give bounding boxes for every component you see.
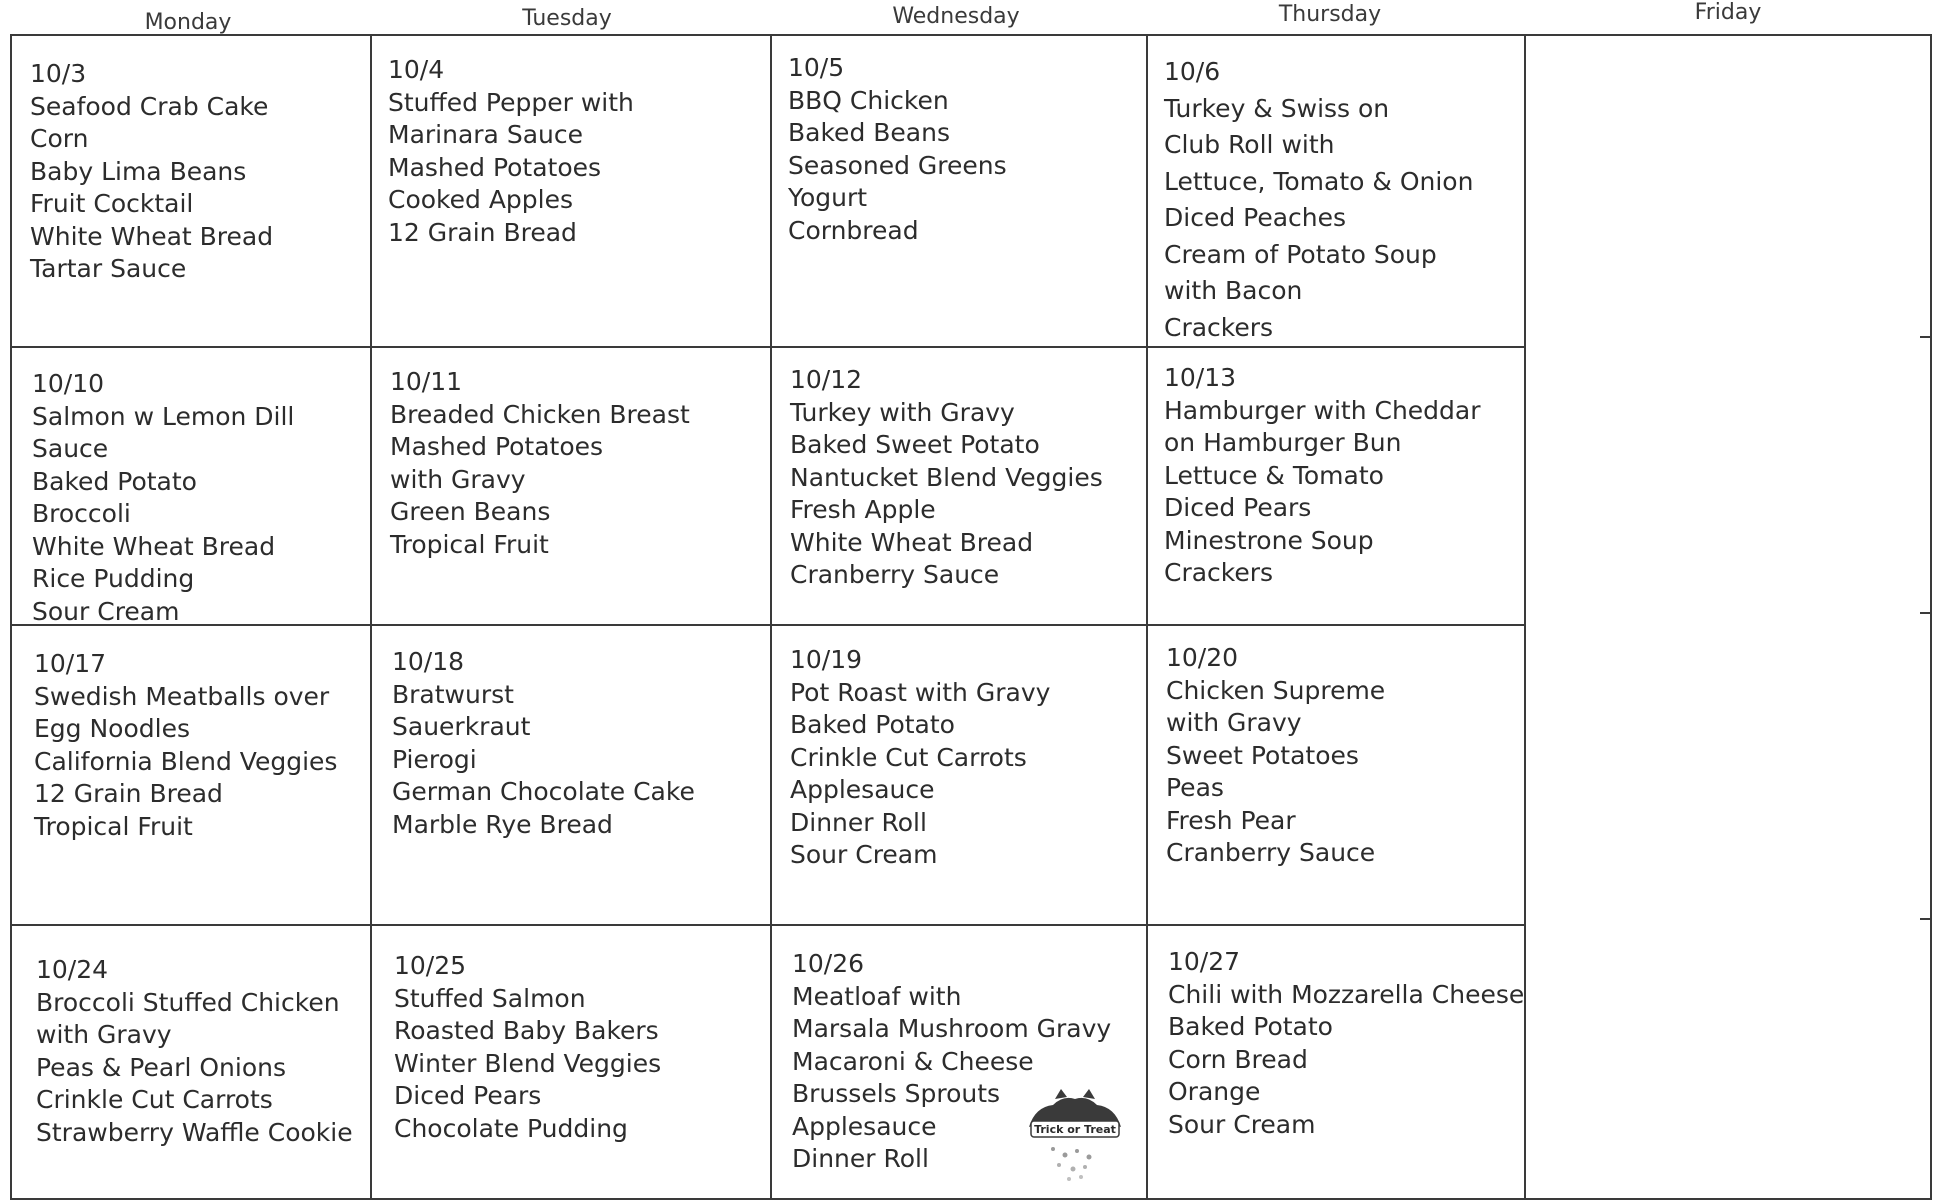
menu-item: Cranberry Sauce [1166, 838, 1376, 867]
menu-cell-10-10 [14, 348, 294, 628]
menu-cell-10-13 [1146, 342, 1481, 590]
menu-item: Turkey with Gravy [790, 397, 1015, 427]
menu-item: Corn Bread [1168, 1044, 1308, 1074]
trick-or-treat-icon [1025, 1085, 1125, 1185]
menu-item: Cranberry Sauce [790, 560, 1000, 589]
menu-item: Broccoli [32, 499, 131, 528]
menu-date: 10/17 [34, 649, 107, 678]
menu-item: Orange [1168, 1077, 1261, 1106]
menu-cell-10-19 [772, 624, 1050, 872]
menu-item: Nantucket Blend Veggies [790, 462, 1103, 492]
menu-date: 10/27 [1168, 947, 1241, 976]
menu-item: Turkey & Swiss on [1164, 93, 1390, 123]
menu-item: Baked Potato [1168, 1012, 1333, 1041]
menu-item: Strawberry Waffle Cookie [36, 1117, 353, 1147]
menu-item: Marble Rye Bread [392, 809, 613, 839]
menu-cell-10-17 [16, 628, 337, 843]
menu-date: 10/4 [388, 55, 445, 84]
menu-date: 10/24 [36, 955, 109, 984]
menu-item: Sauce [32, 434, 109, 463]
menu-item: Marsala Mushroom Gravy [792, 1014, 1112, 1043]
menu-item: Club Roll with [1164, 130, 1335, 159]
column-divider [1524, 36, 1526, 1198]
menu-item: Salmon w Lemon Dill [32, 401, 295, 431]
menu-item: White Wheat Bread [32, 531, 276, 561]
menu-item: Dinner Roll [792, 1144, 929, 1173]
menu-item: Roasted Baby Bakers [394, 1016, 659, 1045]
menu-item: Swedish Meatballs over [34, 681, 330, 711]
menu-item: Tropical Fruit [390, 529, 549, 559]
menu-item: Corn [30, 124, 89, 153]
menu-item: Sour Cream [790, 840, 938, 869]
menu-item: Broccoli Stuffed Chicken [36, 987, 340, 1017]
edge-tick [1920, 918, 1932, 920]
day-header-monday: Monday [144, 10, 232, 35]
menu-item: Lettuce, Tomato & Onion [1164, 166, 1474, 196]
menu-item: with Gravy [36, 1020, 172, 1049]
menu-item: Meatloaf with [792, 981, 962, 1011]
menu-item: Brussels Sprouts [792, 1079, 1001, 1108]
menu-item: Stuffed Pepper with [388, 87, 634, 117]
menu-item: Dinner Roll [790, 807, 927, 837]
menu-item: Seafood Crab Cake [30, 91, 269, 121]
menu-cell-10-3 [12, 38, 273, 286]
menu-item: Crackers [1164, 312, 1274, 342]
menu-cell-10-18 [374, 626, 695, 841]
menu-item: Peas [1166, 773, 1224, 802]
menu-item: Crackers [1164, 558, 1274, 587]
menu-date: 10/19 [790, 645, 863, 674]
menu-item: Yogurt [788, 183, 868, 212]
menu-item: Baby Lima Beans [30, 156, 247, 186]
menu-item: Breaded Chicken Breast [390, 399, 690, 429]
menu-item: Cooked Apples [388, 185, 574, 214]
menu-item: Sweet Potatoes [1166, 740, 1359, 770]
trick-or-treat-text: Trick or Treat [1034, 1123, 1116, 1136]
day-header-thursday: Thursday [1278, 2, 1382, 27]
menu-cell-10-25 [376, 930, 661, 1145]
menu-item: Macaroni & Cheese [792, 1046, 1034, 1076]
edge-tick [1920, 612, 1932, 614]
day-header-tuesday: Tuesday [522, 6, 612, 31]
menu-item: BBQ Chicken [788, 85, 949, 115]
menu-item: Chicken Supreme [1166, 675, 1386, 705]
menu-item: Crinkle Cut Carrots [36, 1085, 273, 1114]
menu-item: German Chocolate Cake [392, 777, 695, 806]
menu-item: Crinkle Cut Carrots [790, 742, 1027, 772]
menu-item: Mashed Potatoes [388, 152, 602, 182]
menu-item: Diced Pears [394, 1081, 542, 1110]
menu-item: Rice Pudding [32, 564, 195, 593]
menu-date: 10/6 [1164, 57, 1221, 86]
menu-item: Stuffed Salmon [394, 983, 586, 1013]
menu-item: Fruit Cocktail [30, 189, 194, 218]
menu-item: with Gravy [1166, 708, 1302, 737]
menu-item: Fresh Pear [1166, 805, 1296, 835]
menu-item: Lettuce & Tomato [1164, 460, 1384, 490]
menu-date: 10/20 [1166, 643, 1239, 672]
day-header-wednesday: Wednesday [892, 4, 1020, 29]
menu-item: with Gravy [390, 464, 526, 494]
menu-item: Green Beans [390, 497, 551, 526]
menu-date: 10/12 [790, 365, 863, 394]
day-header-friday: Friday [1694, 0, 1762, 25]
menu-cell-10-4 [370, 34, 634, 249]
menu-item: Sauerkraut [392, 712, 531, 741]
menu-date: 10/25 [394, 951, 467, 980]
menu-cell-10-11 [372, 346, 690, 561]
menu-item: Chili with Mozzarella Cheese [1168, 979, 1525, 1009]
menu-item: Baked Potato [32, 466, 197, 496]
menu-cell-10-6 [1146, 34, 1473, 346]
edge-tick [1920, 336, 1932, 338]
menu-item: Baked Beans [788, 118, 950, 147]
menu-item: 12 Grain Bread [388, 217, 577, 247]
menu-date: 10/26 [792, 949, 865, 978]
menu-item: Applesauce [792, 1111, 937, 1141]
menu-cell-10-5 [770, 32, 1007, 247]
menu-item: Winter Blend Veggies [394, 1048, 662, 1078]
menu-date: 10/11 [390, 367, 463, 396]
menu-item: Chocolate Pudding [394, 1113, 628, 1143]
menu-item: Tropical Fruit [34, 811, 193, 841]
menu-item: Diced Peaches [1164, 203, 1347, 232]
menu-item: Pierogi [392, 744, 477, 774]
menu-item: Sour Cream [1168, 1109, 1316, 1139]
menu-cell-10-12 [772, 344, 1103, 592]
menu-cell-10-24 [18, 934, 353, 1149]
menu-item: Sour Cream [32, 596, 180, 626]
menu-item: California Blend Veggies [34, 746, 338, 776]
menu-item: Bratwurst [392, 679, 514, 709]
menu-item: Cream of Potato Soup [1164, 239, 1437, 269]
menu-item: Hamburger with Cheddar [1164, 395, 1481, 425]
menu-date: 10/5 [788, 53, 845, 82]
menu-date: 10/13 [1164, 363, 1237, 392]
menu-item: Applesauce [790, 775, 935, 804]
menu-item: Fresh Apple [790, 495, 936, 524]
menu-item: with Bacon [1164, 276, 1303, 305]
menu-item: Mashed Potatoes [390, 432, 604, 461]
menu-item: Seasoned Greens [788, 150, 1007, 180]
menu-item: Cornbread [788, 215, 919, 245]
menu-item: Peas & Pearl Onions [36, 1052, 286, 1082]
menu-item: Diced Pears [1164, 493, 1312, 522]
menu-item: on Hamburger Bun [1164, 428, 1402, 457]
menu-date: 10/10 [32, 369, 105, 398]
menu-item: Baked Potato [790, 710, 955, 739]
menu-item: Baked Sweet Potato [790, 430, 1040, 459]
menu-date: 10/3 [30, 59, 87, 88]
menu-item: Egg Noodles [34, 714, 190, 743]
menu-date: 10/18 [392, 647, 465, 676]
menu-item: 12 Grain Bread [34, 779, 223, 808]
menu-cell-10-27 [1150, 926, 1524, 1141]
menu-item: Tartar Sauce [30, 254, 187, 283]
menu-cell-10-20 [1148, 622, 1385, 870]
menu-item: White Wheat Bread [30, 221, 274, 251]
menu-item: Marinara Sauce [388, 120, 583, 149]
menu-item: White Wheat Bread [790, 527, 1034, 557]
menu-item: Pot Roast with Gravy [790, 677, 1051, 707]
menu-item: Minestrone Soup [1164, 525, 1374, 555]
